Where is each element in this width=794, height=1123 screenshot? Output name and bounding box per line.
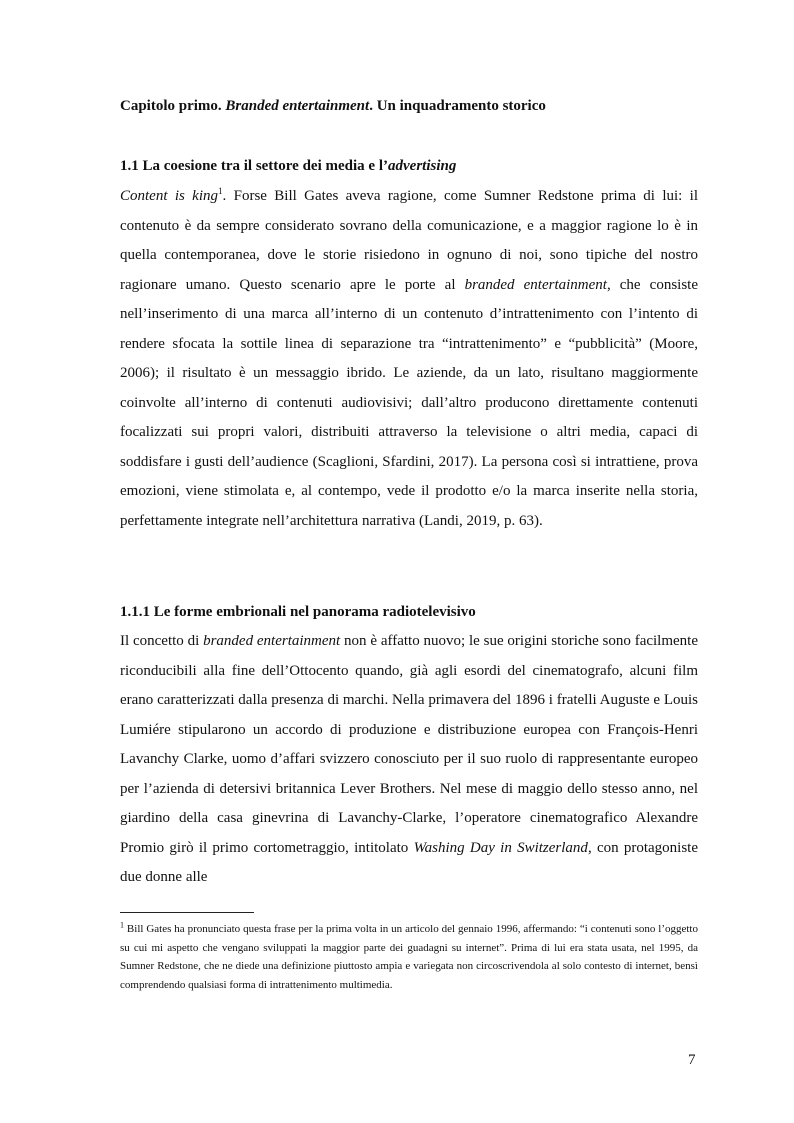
- paragraph-text-a: Il concetto di: [120, 633, 204, 649]
- paragraph-text-b: , che consiste nell’inserimento di una marca all’interno di un contenuto d’intrattenimento con l’intento di rendere sfocata la sottile linea di separazione tra “intrattenimento” e “pubblicità” (Moore, 2006); il risultato è un messaggio ibrido. Le aziende, da un lato, risultano maggiormente coinvolte all’interno di contenuti audiovisivi; dall’altro producono direttamente contenuti focalizzati sui propri valori, distribuiti attraverso la televisione o altri media, capaci di soddisfare i gusti dell’audience (Scaglioni, Sfardini, 2017). La persona così si intrattiene, prova emozioni, viene stimolata e, al contempo, vede il prodotto e/o la marca inserite nella storia, perfettamente integrate nell’architettura narrativa (Landi, 2019, p. 63).: [120, 276, 698, 529]
- section-1-1-heading-italic: advertising: [388, 158, 457, 174]
- chapter-title: [120, 95, 680, 117]
- paragraph-italic-term: branded entertainment: [464, 276, 607, 293]
- section-1-1-heading: [120, 155, 680, 177]
- film-title: Washing Day in Switzerland: [413, 839, 588, 856]
- chapter-title-prefix: Capitolo primo.: [120, 98, 226, 114]
- section-1-1-1-paragraph: [120, 627, 698, 893]
- paragraph-italic-term: branded entertainment: [203, 633, 341, 649]
- paragraph-text-a: . Forse Bill Gates aveva ragione, come Sumner Redstone prima di lui: il contenuto è da sempre considerato sovrano della comunicazione, e a maggior ragione lo è in quella contemporanea, dove le storie risiedono in ognuno di noi, sono tipiche del nostro ragionare umano. Questo scenario apre le porte al: [120, 188, 698, 293]
- chapter-title-italic: Branded entertainment: [225, 98, 370, 114]
- section-1-1-paragraph: [120, 182, 698, 536]
- section-1-1-1-heading: 1.1.1 Le forme embrionali nel panorama radiotelevisivo: [120, 604, 476, 620]
- section-1-1-heading-text: 1.1 La coesione tra il settore dei media e l’: [120, 158, 388, 174]
- content-is-king-text: Content is king: [120, 188, 219, 204]
- footnote-number: 1: [120, 920, 124, 930]
- page-number: 7: [688, 1052, 696, 1068]
- footnote: [120, 920, 698, 994]
- footnote-separator: [120, 912, 254, 913]
- footnote-text: Bill Gates ha pronunciato questa frase per la prima volta in un articolo del gennaio 1996, affermando: “i contenuti sono l’oggetto su cui mi aspetto che vengano sviluppati la maggior parte dei guadagni su internet”. Prima di lui era stata usata, nel 1995, da Sumner Redstone, che ne diede una definizione piuttosto ampia e variegata non circoscrivendola al solo contesto di internet, bensì comprendendo qualsiasi forma di intrattenimento multimedia.: [120, 923, 698, 991]
- paragraph-text-c: , con protagoniste due donne alle: [120, 839, 698, 885]
- footnote-reference: 1: [218, 186, 223, 196]
- paragraph-text-b: non è affatto nuovo; le sue origini storiche sono facilmente riconducibili alla fine dell’Ottocento quando, già agli esordi del cinematografo, alcuni film erano caratterizzati dalla presenza di marchi. Nella primavera del 1896 i fratelli Auguste e Louis Lumiére stipularono un accordo di produzione e distribuzione europea con François-Henri Lavanchy Clarke, uomo d’affari svizzero conosciuto per il suo ruolo di rappresentante europeo per l’azienda di detersivi britannica Lever Brothers. Nel mese di maggio dello stesso anno, nel giardino della casa ginevrina di Lavanchy-Clarke, l’operatore cinematografico Alexandre Promio girò il primo cortometraggio, intitolato: [120, 633, 698, 856]
- chapter-title-suffix: . Un inquadramento storico: [369, 98, 546, 114]
